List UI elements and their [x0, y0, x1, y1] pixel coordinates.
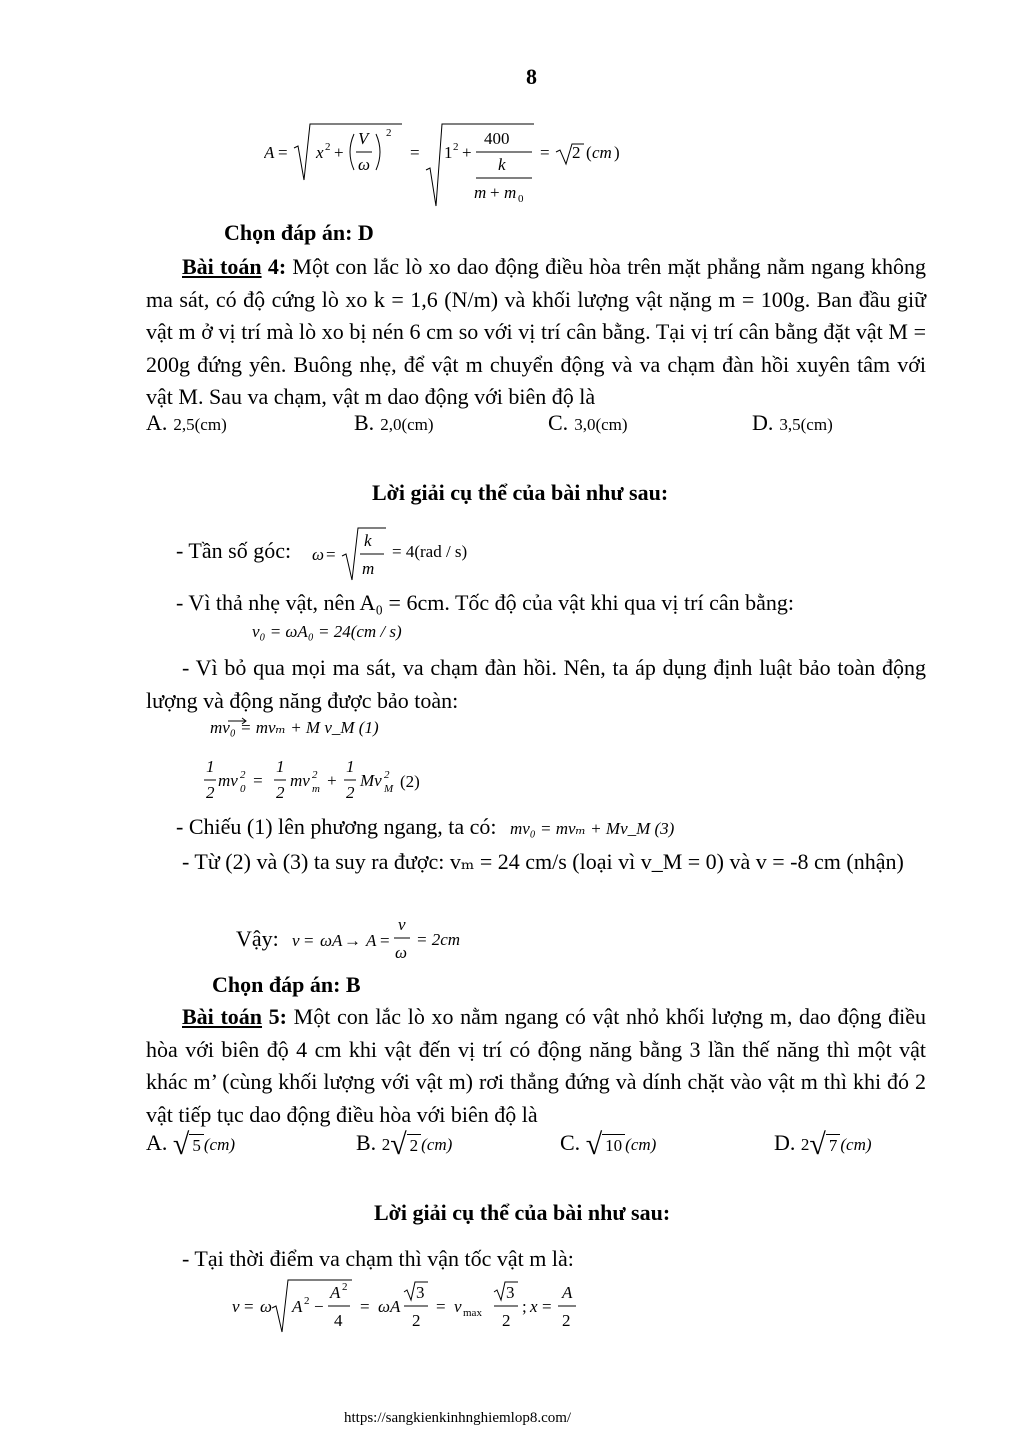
velocity-formula: [232, 1278, 612, 1344]
svg-text:): ): [614, 143, 620, 162]
svg-text:2: 2: [562, 1311, 571, 1330]
svg-text:2: 2: [384, 769, 390, 781]
svg-text:400: 400: [484, 129, 510, 148]
option-c: C. 3,0(cm): [548, 410, 628, 435]
solution-heading-1: Lời giải cụ thể của bài như sau:: [372, 480, 669, 505]
problem-5: [146, 1001, 926, 1131]
svg-text:cm: cm: [592, 143, 612, 162]
option-a: A. √ 5 (cm): [146, 1128, 236, 1161]
solution-heading-2: Lời giải cụ thể của bài như sau:: [374, 1200, 671, 1225]
svg-text:A: A: [562, 1283, 573, 1302]
footer-url[interactable]: https://sangkienkinhnghiemlop8.com/: [344, 1410, 572, 1426]
svg-text:A: A: [330, 1283, 341, 1302]
svg-text:2: 2: [304, 1295, 310, 1307]
answer-choice-2: Chọn đáp án: B: [212, 972, 361, 997]
svg-text:2: 2: [240, 769, 246, 781]
svg-text:ω: ω: [358, 155, 371, 174]
answer-choice-1: Chọn đáp án: D: [224, 220, 374, 245]
sol4-line2: - Vì thả nhẹ vật, nên A₀ = 6cm. Tốc độ của vật khi qua vị trí cân bằng:: [176, 590, 794, 615]
svg-text:m: m: [362, 559, 375, 578]
svg-text:=: =: [244, 1297, 254, 1316]
svg-text:=: =: [304, 931, 314, 950]
svg-text:1: 1: [206, 757, 215, 776]
svg-text:max: max: [463, 1307, 482, 1319]
svg-text:2: 2: [502, 1311, 511, 1330]
svg-text:+: +: [462, 143, 472, 162]
svg-text:2: 2: [412, 1311, 421, 1330]
momentum-equation: mv₀ = mvₘ + M v_M (1): [210, 718, 379, 737]
problem-4: [146, 251, 926, 414]
option-d: D. 3,5(cm): [752, 410, 833, 435]
svg-text:x: x: [530, 1297, 538, 1316]
svg-text:1: 1: [346, 757, 355, 776]
option-b: B. 2 √ 2 (cm): [356, 1128, 453, 1161]
svg-text:→: →: [344, 931, 361, 950]
svg-text:+: +: [334, 143, 344, 162]
problem-5-options: [146, 1130, 926, 1162]
svg-text:m: m: [504, 183, 517, 202]
svg-text:+: +: [490, 183, 500, 202]
svg-text:v: v: [232, 1297, 240, 1316]
sol5-line1: - Tại thời điểm va chạm thì vận tốc vật m là:: [182, 1246, 574, 1271]
problem-5-number: 5:: [262, 1004, 287, 1029]
svg-text:=: =: [410, 143, 420, 162]
svg-text:2: 2: [572, 143, 581, 162]
svg-text:M: M: [384, 783, 394, 795]
problem-4-text: Một con lắc lò xo dao động điều hòa trên mặt phẳng nằm ngang không ma sát, có độ cứng lò xo k = 1,6 (N/m) và khối lượng vật nặng m = 100g. Ban đầu giữ vật m ở vị trí mà lò xo bị nén 6 cm so với vị trí cân bằng. Tại vị trí cân bằng đặt vật M = 200g đứng yên. Buông nhẹ, để vật m chuyển động và va chạm đàn hồi xuyên tâm với vật M. Sau va chạm, vật m dao động với biên độ là: [146, 254, 926, 409]
svg-text:=: =: [542, 1297, 552, 1316]
svg-text:3: 3: [506, 1283, 515, 1302]
svg-text:v: v: [398, 915, 406, 934]
svg-text:2: 2: [346, 783, 355, 802]
problem-5-title: Bài toán: [182, 1004, 263, 1029]
svg-text:v: v: [292, 931, 300, 950]
svg-text:=: =: [252, 771, 264, 790]
svg-text:+: +: [326, 771, 338, 790]
svg-text:k: k: [364, 531, 372, 550]
svg-text:3: 3: [416, 1283, 425, 1302]
sol4-line4: - Chiếu (1) lên phương ngang, ta có: mv₀ = mvₘ + Mv_M (3): [176, 814, 675, 839]
page-number: 8: [526, 64, 537, 89]
svg-text:=: =: [380, 931, 390, 950]
option-c: C. √ 10 (cm): [560, 1128, 657, 1161]
problem-5-text: Một con lắc lò xo nằm ngang có vật nhỏ khối lượng m, dao động điều hòa với biên độ 4 cm khi vật đến vị trí có động năng bằng 3 lần thế năng thì một vật khác m’ (cùng khối lượng với vật m) rơi thẳng đứng và dính chặt vào vật m thì khi đó 2 vật tiếp tục dao động điều hòa với biên độ là: [146, 1004, 926, 1127]
svg-text:ω: ω: [312, 545, 325, 564]
svg-text:mv: mv: [218, 771, 238, 790]
angular-frequency-label: - Tần số góc:: [176, 538, 292, 563]
svg-text:A: A: [292, 1297, 303, 1316]
svg-text:v: v: [454, 1297, 462, 1316]
svg-text:(: (: [586, 143, 592, 162]
sol4-line3: - Vì bỏ qua mọi ma sát, va chạm đàn hồi. Nên, ta áp dụng định luật bảo toàn động lượng và động năng được bảo toàn:: [146, 655, 926, 713]
svg-text:2: 2: [386, 127, 392, 139]
svg-text:ωA: ωA: [378, 1297, 401, 1316]
svg-text:A: A: [264, 143, 275, 162]
problem-4-options: [146, 410, 926, 440]
svg-text:4: 4: [334, 1311, 343, 1330]
svg-text:=: =: [436, 1297, 446, 1316]
option-b: B. 2,0(cm): [354, 410, 434, 435]
sol4-line5: - Từ (2) và (3) ta suy ra được: vₘ = 24 cm/s (loại vì v_M = 0) và v = -8 cm (nhận): [182, 849, 904, 874]
option-a: A. 2,5(cm): [146, 410, 227, 435]
energy-equation: 1 2 mv 2 0 = 1 2 mv 2 m + 1 2 Mv 2 M (2): [206, 757, 420, 802]
svg-text:m: m: [474, 183, 487, 202]
svg-text:mv: mv: [290, 771, 310, 790]
svg-text:2: 2: [453, 141, 459, 153]
svg-text:m: m: [312, 783, 320, 795]
svg-text:1: 1: [276, 757, 285, 776]
svg-text:;: ;: [522, 1297, 527, 1316]
svg-text:Mv: Mv: [360, 771, 382, 790]
projection-equation: mv₀ = mvₘ + Mv_M (3): [509, 819, 675, 838]
svg-text:2: 2: [325, 141, 331, 153]
svg-text:−: −: [314, 1297, 324, 1316]
svg-text:2: 2: [276, 783, 285, 802]
svg-text:ω: ω: [395, 943, 408, 962]
svg-text:2: 2: [342, 1281, 348, 1293]
svg-text:2: 2: [312, 769, 318, 781]
problem-4-number: 4:: [261, 254, 287, 279]
svg-text:k: k: [498, 155, 506, 174]
svg-text:1: 1: [444, 143, 453, 162]
angular-frequency-result: = 4(rad / s): [392, 542, 468, 561]
svg-text:V: V: [358, 129, 369, 148]
svg-text:ω: ω: [260, 1297, 273, 1316]
svg-text:0: 0: [240, 783, 246, 795]
svg-text:=: =: [278, 143, 288, 162]
svg-text:=: =: [540, 143, 550, 162]
svg-text:ωA: ωA: [320, 931, 343, 950]
svg-text:2: 2: [206, 783, 215, 802]
problem-4-title: Bài toán: [182, 254, 262, 279]
svg-text:x: x: [316, 143, 324, 162]
svg-text:A: A: [366, 931, 377, 950]
svg-text:0: 0: [518, 193, 524, 205]
v0-formula: v₀ = ωA₀ = 24(cm / s): [252, 622, 402, 641]
option-d: D. 2 √ 7 (cm): [774, 1128, 872, 1161]
svg-text:=: =: [360, 1297, 370, 1316]
svg-text:=: =: [326, 545, 336, 564]
